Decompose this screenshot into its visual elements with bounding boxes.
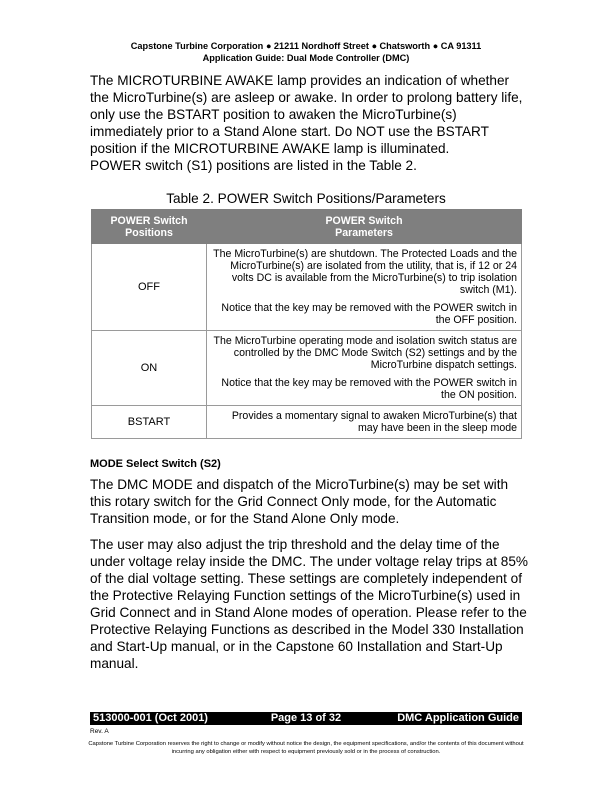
power-switch-table [91,209,522,439]
mode-section-heading: MODE Select Switch (S2) [90,458,221,470]
header-positions-line2: Positions [125,226,173,239]
footer-guide-title: DMC Application Guide [397,712,519,724]
footer-disclaimer: Capstone Turbine Corporation reserves the right to change or modify without notice the design, the equipment specifications, and/or the contents of this document without incurring any obligation either with respect to equipment previously sold or in the process of construction. [88,741,524,755]
footer-bar [90,712,522,725]
parameters-cell [207,244,522,331]
footer-revision: Rev. A [90,728,109,735]
header-positions [92,210,207,244]
mode-intro-paragraph: The DMC MODE and dispatch of the MicroTurbine(s) may be set with this rotary switch for the Grid Connect Only mode, for the Automatic Transition mode, or for the Stand Alone Only mode. [90,477,509,526]
parameter-note: Notice that the key may be removed with the POWER switch in the ON position. [221,377,517,401]
header-parameters-line2: Parameters [335,226,393,239]
header-company-line: Capstone Turbine Corporation ● 21211 Nordhoff Street ● Chatsworth ● CA 91311 [130,41,482,51]
page-header [0,40,612,64]
position-cell: OFF [92,244,207,331]
header-guide-line: Application Guide: Dual Mode Controller (DMC) [202,53,410,63]
parameter-text: Provides a momentary signal to awaken MicroTurbine(s) that may have been in the sleep mode [231,410,517,434]
header-positions-line1: POWER Switch [110,214,188,227]
under-voltage-paragraph: The user may also adjust the trip threshold and the delay time of the under voltage relay inside the DMC. The under voltage relay trips at 85% of the dial voltage setting. These settings are completely independent of the Protective Relaying Function settings of the MicroTurbine(s) used in Grid Connect and in Stand Alone modes of operation. Please refer to the Protective Relaying Functions as described in the Model 330 Installation and Start-Up manual, or in the Capstone 60 Installation and Start-Up manual. [90,537,529,671]
parameter-text: The MicroTurbine operating mode and isolation switch status are controlled by the DMC Mode Switch (S2) settings and by the MicroTurbine dispatch settings. [213,335,517,371]
parameter-note: Notice that the key may be removed with the POWER switch in the OFF position. [221,302,517,326]
table-row-on [92,331,522,406]
table-row-bstart [92,406,522,439]
footer-page-number: Page 13 of 32 [270,712,342,724]
parameters-cell [207,406,522,439]
table-row-off [92,244,522,331]
awake-lamp-paragraph: The MICROTURBINE AWAKE lamp provides an indication of whether the MicroTurbine(s) are asleep or awake. In order to prolong battery life, only use the BSTART position to awaken the MicroTurbine(s) immediately prior to a Stand Alone start. Do NOT use the BSTART position if the MICROTURBINE AWAKE lamp is illuminated. [90,73,523,156]
header-parameters-line1: POWER Switch [325,214,403,227]
power-switch-intro-paragraph: POWER switch (S1) positions are listed in the Table 2. [90,158,417,173]
position-cell: BSTART [92,406,207,439]
parameters-cell [207,331,522,406]
table-caption: Table 2. POWER Switch Positions/Parameters [166,191,446,206]
parameter-text: The MicroTurbine(s) are shutdown. The Protected Loads and the MicroTurbine(s) are isolated from the utility, that is, if 12 or 24 volts DC is available from the MicroTurbine(s) to trip isolation switch (M1). [213,248,517,296]
header-parameters [207,210,522,244]
table-header-row [92,210,522,244]
footer-doc-number: 513000-001 (Oct 2001) [93,712,208,724]
position-cell: ON [92,331,207,406]
